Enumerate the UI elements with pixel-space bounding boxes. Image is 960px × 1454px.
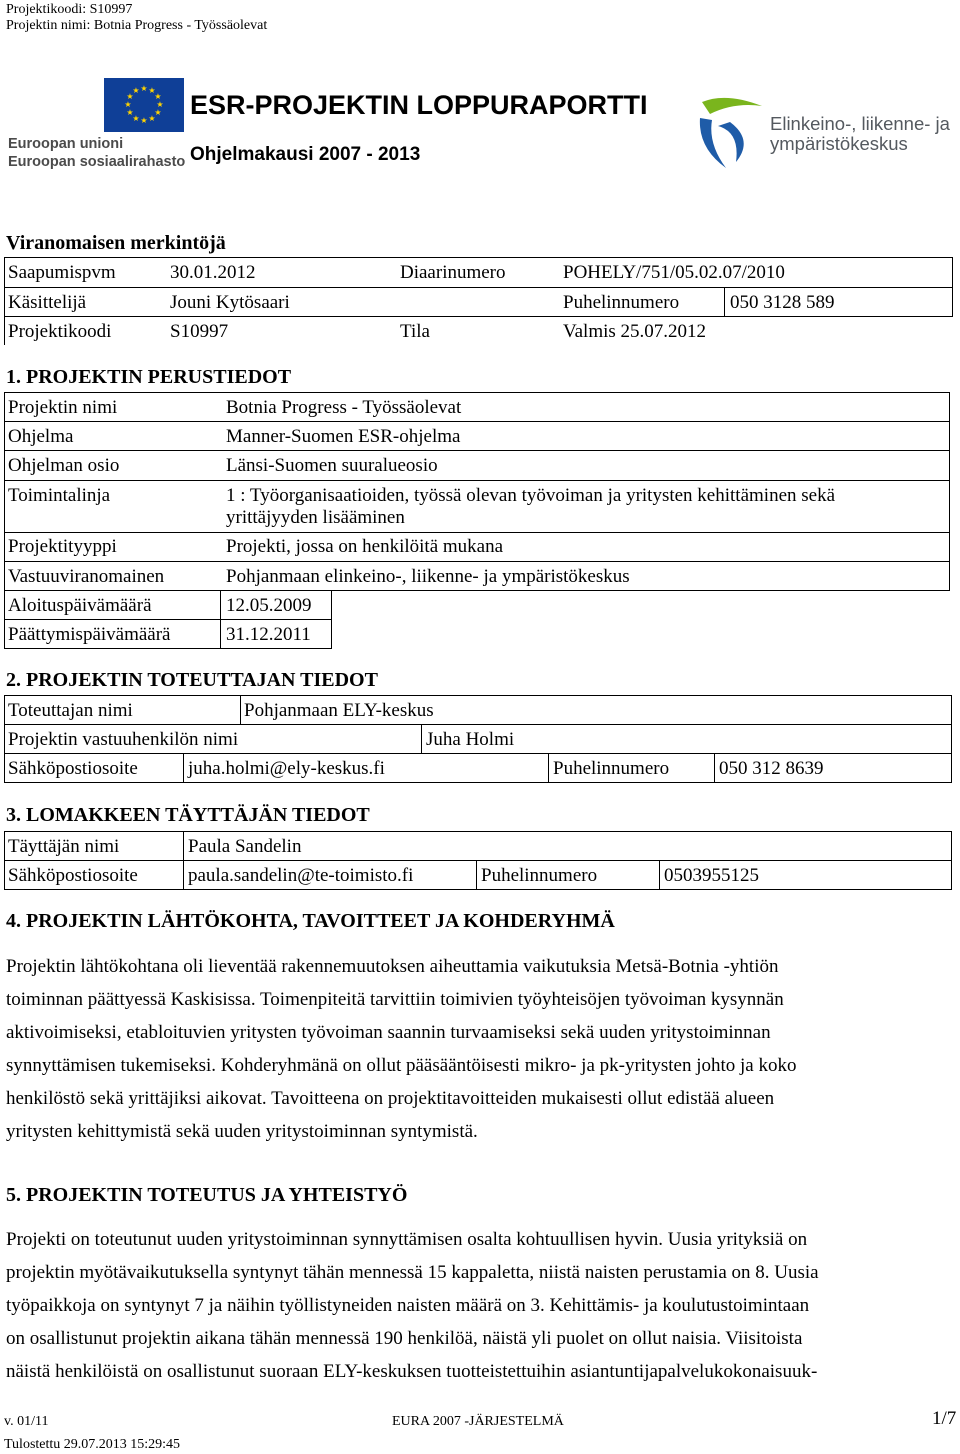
svg-text:★: ★ <box>126 92 134 101</box>
authority-cell: Saapumispvm <box>8 262 116 283</box>
responsible-label: Projektin vastuuhenkilön nimi <box>8 729 239 750</box>
footer-system: EURA 2007 -JÄRJESTELMÄ <box>392 1414 564 1429</box>
authority-cell: POHELY/751/05.02.07/2010 <box>563 262 785 283</box>
svg-text:★: ★ <box>132 86 140 95</box>
basic-info-value: Manner-Suomen ESR-ohjelma <box>226 426 461 447</box>
filler-email-label: Sähköpostiosoite <box>8 865 138 886</box>
svg-text:★: ★ <box>148 114 156 123</box>
text-line: työpaikkoja on syntynyt 7 ja näihin työllistyneiden naisten määrä on 3. Kehittämis- ja koulutustoimintaan <box>6 1295 810 1316</box>
eu-flag-icon <box>104 78 184 132</box>
header-project-code: Projektikoodi: S10997 <box>6 2 133 17</box>
basic-info-label: Toimintalinja <box>8 485 111 506</box>
authority-cell: Diaarinumero <box>400 262 506 283</box>
ely-logo-line2: ympäristökeskus <box>770 133 908 154</box>
filler-phone-value: 0503955125 <box>664 865 759 886</box>
basic-info-label: Projektin nimi <box>8 397 118 418</box>
section1-heading: 1. PROJEKTIN PERUSTIEDOT <box>6 366 292 388</box>
authority-cell: Jouni Kytösaari <box>170 292 290 313</box>
basic-info-value: Projekti, jossa on henkilöitä mukana <box>226 536 504 557</box>
header-project-name: Projektin nimi: Botnia Progress - Työssäolevat <box>6 18 268 33</box>
phone-value: 050 312 8639 <box>719 758 824 779</box>
svg-text:★: ★ <box>154 92 162 101</box>
text-line: synnyttämisen tukemiseksi. Kohderyhmänä on ollut pääsääntöisesti mikro- ja pk-yritysten johto ja koko <box>6 1055 797 1076</box>
authority-cell: Tila <box>400 321 430 342</box>
ely-logo <box>696 92 960 172</box>
email-label: Sähköpostiosoite <box>8 758 138 779</box>
text-line: on osallistunut projektin aikana tähän mennessä 190 henkilöä, näistä yli puolet on ollut naisia. Viisitoista <box>6 1328 803 1349</box>
section4-text <box>6 950 906 1148</box>
basic-info-label: Aloituspäivämäärä <box>8 595 152 616</box>
svg-text:★: ★ <box>148 86 156 95</box>
basic-info-label: Päättymispäivämäärä <box>8 624 171 645</box>
basic-info-value: Länsi-Suomen suuralueosio <box>226 455 438 476</box>
authority-cell: Valmis 25.07.2012 <box>563 321 707 342</box>
implementer-value: Pohjanmaan ELY-keskus <box>244 700 434 721</box>
basic-info-value: 12.05.2009 <box>226 595 312 616</box>
basic-info-label: Projektityyppi <box>8 536 117 557</box>
basic-info-label: Ohjelman osio <box>8 455 120 476</box>
basic-info-label: Vastuuviranomainen <box>8 566 165 587</box>
section2-heading: 2. PROJEKTIN TOTEUTTAJAN TIEDOT <box>6 669 378 691</box>
section3-heading: 3. LOMAKKEEN TÄYTTÄJÄN TIEDOT <box>6 804 370 826</box>
basic-info-value: 1 : Työorganisaatioiden, työssä olevan työvoiman ja yritysten kehittäminen sekä <box>226 485 836 506</box>
filler-phone-label: Puhelinnumero <box>481 865 598 886</box>
report-subtitle: Ohjelmakausi 2007 - 2013 <box>190 144 421 165</box>
phone-label: Puhelinnumero <box>553 758 670 779</box>
footer-page-number: 1/7 <box>932 1408 957 1429</box>
svg-text:★: ★ <box>126 108 134 117</box>
section5-text <box>6 1223 906 1388</box>
filler-email-value: paula.sandelin@te-toimisto.fi <box>188 865 414 886</box>
authority-cell: Käsittelijä <box>8 292 87 313</box>
text-line: näistä henkilöistä on osallistunut suoraan ELY-keskuksen tuotteistettuihin asiantuntijapalvelukokonaisuuk- <box>6 1361 818 1382</box>
svg-text:★: ★ <box>140 84 148 93</box>
text-line: yritysten kehittymistä sekä uuden yritystoiminnan syntymistä. <box>6 1121 478 1142</box>
implementer-label: Toteuttajan nimi <box>8 700 133 721</box>
filler-label: Täyttäjän nimi <box>8 836 120 857</box>
section4-heading: 4. PROJEKTIN LÄHTÖKOHTA, TAVOITTEET JA KOHDERYHMÄ <box>6 910 615 932</box>
authority-heading: Viranomaisen merkintöjä <box>6 232 226 254</box>
svg-text:★: ★ <box>140 116 148 125</box>
authority-cell: 050 3128 589 <box>730 292 835 313</box>
basic-info-value: Pohjanmaan elinkeino-, liikenne- ja ympäristökeskus <box>226 566 630 587</box>
eu-logo-line1: Euroopan unioni <box>8 136 124 152</box>
basic-info-value: 31.12.2011 <box>226 624 311 645</box>
eu-stars-icon <box>104 78 184 132</box>
text-line: Projekti on toteutunut uuden yritystoiminnan synnyttämisen osalta kohtuullisen hyvin. Uusia yrityksiä on <box>6 1229 808 1250</box>
filler-value: Paula Sandelin <box>188 836 302 857</box>
section5-heading: 5. PROJEKTIN TOTEUTUS JA YHTEISTYÖ <box>6 1184 408 1206</box>
svg-text:★: ★ <box>124 100 132 109</box>
basic-info-value: Botnia Progress - Työssäolevat <box>226 397 462 418</box>
email-value: juha.holmi@ely-keskus.fi <box>188 758 385 779</box>
authority-cell: Projektikoodi <box>8 321 112 342</box>
ely-logo-line1: Elinkeino-, liikenne- ja <box>770 113 950 134</box>
responsible-value: Juha Holmi <box>426 729 515 750</box>
authority-cell: S10997 <box>170 321 229 342</box>
basic-info-label: Ohjelma <box>8 426 74 447</box>
text-line: toiminnan päättyessä Kaskisissa. Toimenpiteitä tarvittiin toimivien työyhteisöjen työvoiman kysynnän <box>6 989 784 1010</box>
svg-text:★: ★ <box>156 100 164 109</box>
text-line: Projektin lähtökohtana oli lieventää rakennemuutoksen aiheuttamia vaikutuksia Metsä-Botnia -yhtiön <box>6 956 779 977</box>
authority-cell: Puhelinnumero <box>563 292 680 313</box>
basic-info-value-cont: yrittäjyyden lisääminen <box>226 507 405 528</box>
text-line: aktivoimiseksi, etabloituvien yritysten työvoiman saannin turvaamiseksi sekä uuden yritystoiminnan <box>6 1022 771 1043</box>
authority-cell: 30.01.2012 <box>170 262 256 283</box>
text-line: henkilöstö sekä yrittäjiksi aikovat. Tavoitteena on projektitavoitteiden mukaisesti ollut edistää alueen <box>6 1088 775 1109</box>
svg-text:★: ★ <box>132 114 140 123</box>
ely-emblem-icon <box>696 92 766 172</box>
eu-logo <box>8 78 186 172</box>
footer-version: v. 01/11 <box>4 1414 49 1429</box>
eu-logo-line2: Euroopan sosiaalirahasto <box>8 154 186 170</box>
footer-printed: Tulostettu 29.07.2013 15:29:45 <box>4 1437 181 1452</box>
report-title: ESR-PROJEKTIN LOPPURAPORTTI <box>190 90 648 120</box>
svg-text:★: ★ <box>154 108 162 117</box>
text-line: projektin myötävaikutuksella syntynyt tähän mennessä 15 kappaletta, niistä naisten perustamia on 8. Uusia <box>6 1262 819 1283</box>
